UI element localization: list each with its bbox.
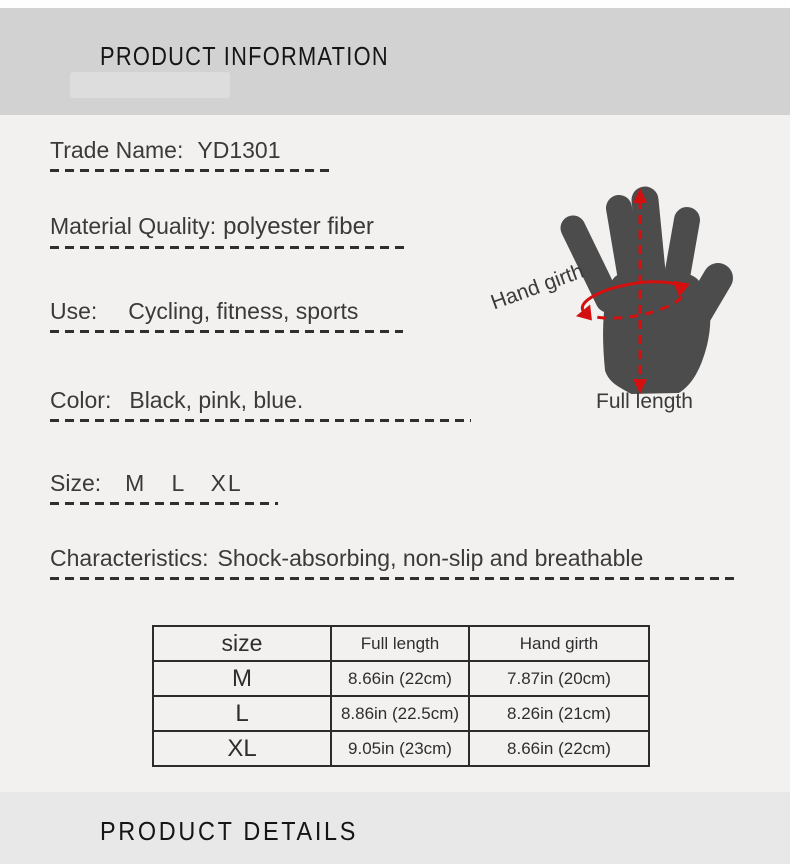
page-title: PRODUCT INFORMATION xyxy=(100,41,389,71)
spec-row-characteristics xyxy=(50,544,738,580)
size-cell: XL xyxy=(153,731,331,766)
spec-value: M L XL xyxy=(125,470,243,496)
col-header-full-length: Full length xyxy=(331,626,469,661)
spec-value: polyester fiber xyxy=(223,213,374,240)
dashed-underline xyxy=(50,246,407,249)
spec-value: YD1301 xyxy=(197,137,281,163)
spec-row-use xyxy=(50,297,403,333)
full-length-cell: 9.05in (23cm) xyxy=(331,731,469,766)
spec-label: Characteristics: xyxy=(50,545,209,571)
hand-girth-cell: 8.26in (21cm) xyxy=(469,696,649,731)
col-header-hand-girth: Hand girth xyxy=(469,626,649,661)
spec-value: Shock-absorbing, non-slip and breathable xyxy=(217,545,644,571)
spec-label: Size: xyxy=(50,470,102,496)
header-band xyxy=(0,8,790,115)
hand-girth-cell: 8.66in (22cm) xyxy=(469,731,649,766)
hand-girth-label: Hand girth xyxy=(487,259,587,315)
spec-row-trade-name xyxy=(50,136,331,172)
footer-title: PRODUCT DETAILS xyxy=(100,816,359,846)
table-row xyxy=(153,696,649,731)
spec-value: Cycling, fitness, sports xyxy=(128,298,359,324)
dashed-underline xyxy=(50,577,738,580)
full-length-cell: 8.86in (22.5cm) xyxy=(331,696,469,731)
spec-label: Trade Name: xyxy=(50,137,184,163)
spec-row-size xyxy=(50,469,278,505)
header-ghost-watermark xyxy=(70,72,230,98)
full-length-label: Full length xyxy=(596,390,693,413)
hand-measurement-diagram xyxy=(440,170,790,430)
table-row xyxy=(153,661,649,696)
table-row xyxy=(153,731,649,766)
spec-row-color xyxy=(50,386,471,422)
size-cell: L xyxy=(153,696,331,731)
spec-label: Color: xyxy=(50,387,112,413)
full-length-cell: 8.66in (22cm) xyxy=(331,661,469,696)
spec-value: Black, pink, blue. xyxy=(129,387,304,413)
size-table-header-row xyxy=(153,626,649,661)
size-table xyxy=(152,625,650,767)
dashed-underline xyxy=(50,502,278,505)
dashed-underline xyxy=(50,330,403,333)
size-cell: M xyxy=(153,661,331,696)
dashed-underline xyxy=(50,419,471,422)
hand-girth-cell: 7.87in (20cm) xyxy=(469,661,649,696)
dashed-underline xyxy=(50,169,331,172)
col-header-size: size xyxy=(153,626,331,661)
spec-label: Material Quality: xyxy=(50,213,217,239)
spec-row-material-quality xyxy=(50,212,407,249)
top-edge-strip xyxy=(0,0,790,8)
spec-label: Use: xyxy=(50,298,98,324)
footer-band xyxy=(0,792,790,864)
